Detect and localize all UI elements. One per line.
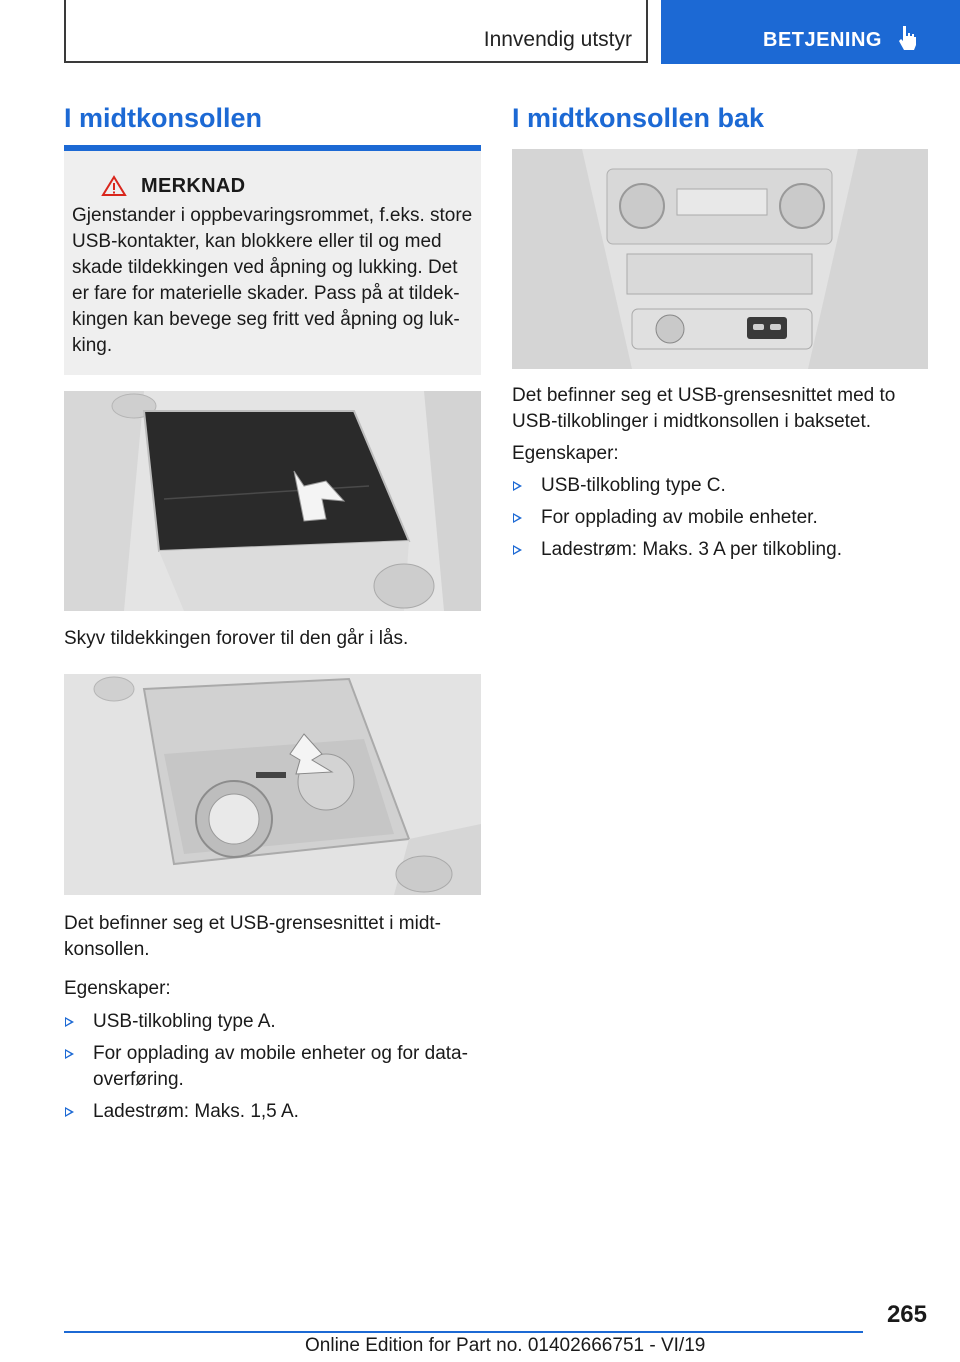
triangle-bullet-icon: [513, 481, 522, 491]
note-line: USB-kontakter, kan blokkere eller til og med: [72, 231, 442, 252]
note-line: skade tildekkingen ved åpning og lukking. Det: [72, 257, 458, 278]
caption-push-cover: Skyv tildekkingen forover til den går i lås.: [64, 628, 409, 649]
bullet-text: For opplading av mobile enheter og for data-: [93, 1043, 468, 1064]
intro-line: Det befinner seg et USB-grensesnittet med to: [512, 385, 896, 406]
note-title: MERKNAD: [141, 174, 246, 197]
caption-line: konsollen.: [64, 939, 150, 960]
list-item: [512, 473, 928, 499]
right-heading: I midtkonsollen bak: [512, 103, 765, 133]
header-section-box: [64, 0, 648, 63]
header-chapter-label: BETJENING: [763, 29, 882, 51]
rear-console-image: [512, 149, 928, 369]
caption-usb-location: [64, 911, 441, 963]
bullet-text: USB-tilkobling type A.: [93, 1011, 276, 1032]
console-open-image: [64, 674, 481, 895]
footer-rule: [64, 1331, 863, 1333]
triangle-bullet-icon: [513, 545, 522, 555]
note-line: Gjenstander i oppbevaringsrommet, f.eks. store: [72, 205, 473, 226]
triangle-bullet-icon: [65, 1049, 74, 1059]
footer-edition: Online Edition for Part no. 01402666751 - VI/19: [305, 1335, 706, 1356]
note-box: [64, 151, 481, 375]
bullet-text: overføring.: [93, 1069, 184, 1090]
right-bullet-list: [512, 473, 928, 569]
note-text: [72, 203, 473, 359]
bullet-text: USB-tilkobling type C.: [541, 475, 726, 496]
triangle-bullet-icon: [65, 1017, 74, 1027]
bullet-text: Ladestrøm: Maks. 1,5 A.: [93, 1101, 299, 1122]
left-heading: I midtkonsollen: [64, 103, 263, 133]
bullet-text: For opplading av mobile enheter.: [541, 507, 818, 528]
console-cover-image: [64, 391, 481, 611]
caption-line: Det befinner seg et USB-grensesnittet i midt-: [64, 913, 442, 934]
list-item: [512, 505, 928, 531]
right-props-label: Egenskaper:: [512, 443, 619, 464]
bullet-text: Ladestrøm: Maks. 3 A per tilkobling.: [541, 539, 842, 560]
header-section-title: Innvendig utstyr: [483, 28, 632, 51]
warning-triangle-icon: [101, 175, 127, 197]
page-number: 265: [886, 1301, 927, 1328]
header-chapter-tab: [661, 0, 960, 64]
intro-line: USB-tilkoblinger i midtkonsollen i baksetet.: [512, 411, 872, 432]
note-line: kingen kan bevege seg fritt ved åpning og luk-: [72, 309, 460, 330]
left-bullet-list: [64, 1009, 481, 1131]
list-item: [64, 1009, 481, 1035]
note-line: king.: [72, 335, 113, 356]
list-item: [64, 1099, 481, 1125]
hand-pointer-icon: [897, 24, 919, 52]
note-line: er fare for materielle skader. Pass på at tildek-: [72, 283, 460, 304]
triangle-bullet-icon: [65, 1107, 74, 1117]
rear-usb-intro: [512, 383, 895, 435]
list-item: [512, 537, 928, 563]
triangle-bullet-icon: [513, 513, 522, 523]
list-item: [64, 1041, 481, 1093]
left-props-label: Egenskaper:: [64, 978, 171, 999]
